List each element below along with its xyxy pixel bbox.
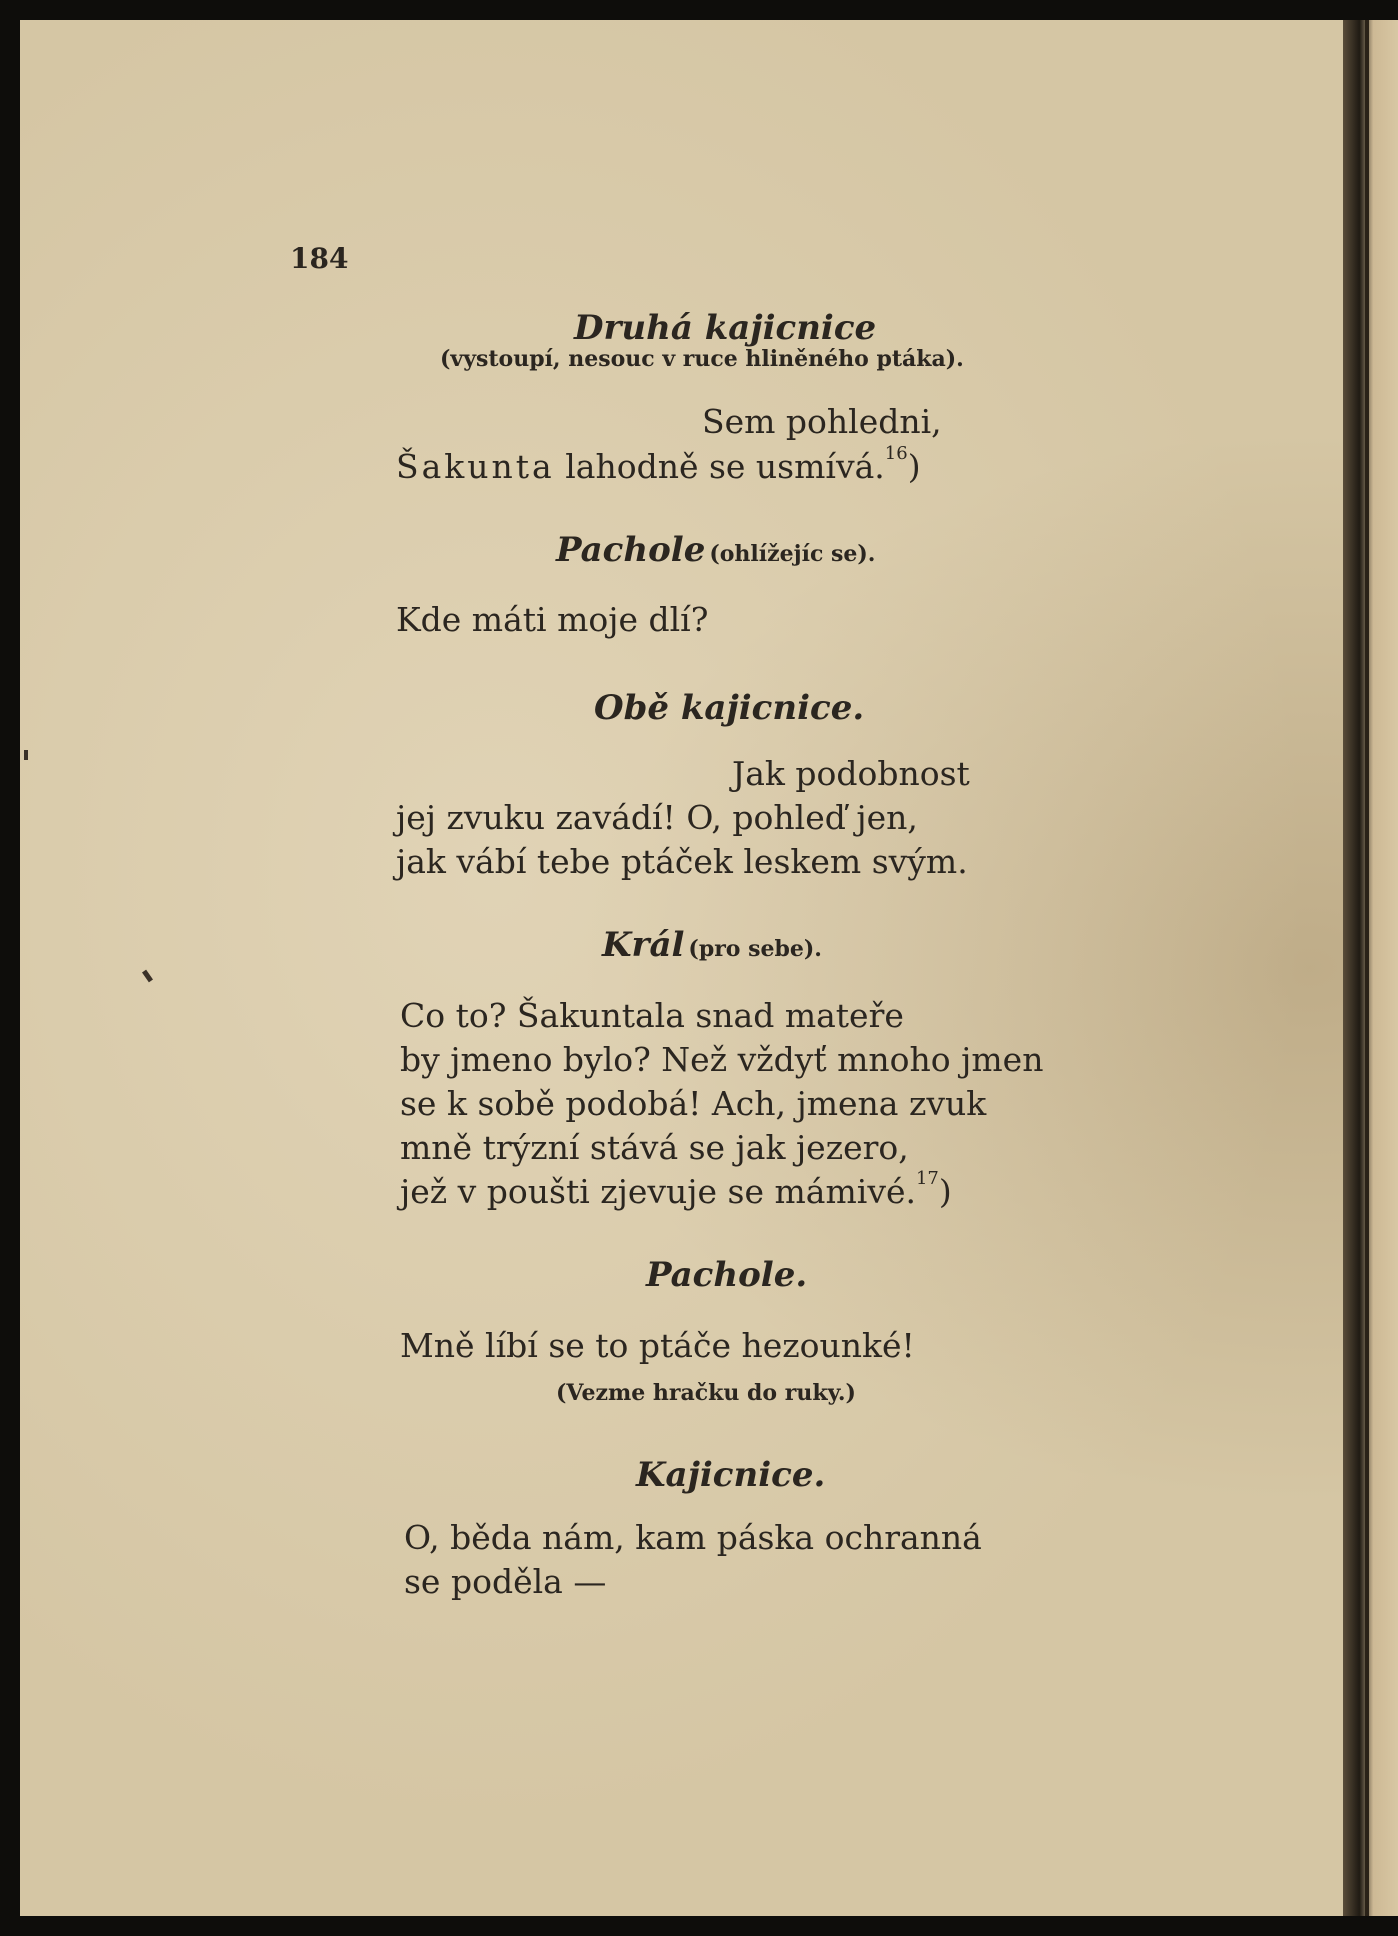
- speaker-name: Obě kajicnice.: [594, 688, 865, 728]
- verse-line: jej zvuku zavádí! O, pohleď jen,: [396, 798, 918, 837]
- speaker-name: Kajicnice.: [636, 1455, 826, 1495]
- speaker-name: Pachole: [556, 530, 706, 570]
- footnote-paren: ): [907, 447, 921, 486]
- speaker-pachole: [646, 1255, 807, 1295]
- verse-line: O, běda nám, kam páska ochranná: [404, 1518, 982, 1557]
- verse-line: [396, 443, 921, 486]
- verse-line: Co to? Šakuntala snad mateře: [400, 996, 904, 1035]
- page-number: 184: [290, 242, 349, 275]
- speaker-druha-kajicnice: [574, 308, 876, 348]
- verse-line: se poděla —: [404, 1562, 607, 1601]
- speaker-direction: (pro sebe).: [688, 936, 822, 962]
- stage-direction: (vystoupí, nesouc v ruce hliněného ptáka).: [440, 346, 964, 372]
- verse-line: mně trýzní stává se jak jezero,: [400, 1128, 909, 1167]
- verse-text: lahodně se usmívá.: [554, 447, 885, 486]
- footnote-ref: 17: [915, 1168, 939, 1189]
- page-gutter: [1343, 20, 1398, 1916]
- gutter-edge: [1365, 20, 1369, 1916]
- speaker-kral: [602, 925, 822, 965]
- book-page: [20, 20, 1378, 1916]
- speaker-pachole: [556, 530, 875, 570]
- speaker-direction: (ohlížejíc se).: [709, 541, 876, 567]
- speaker-name: Pachole.: [646, 1255, 808, 1295]
- verse-line: Jak podobnost: [732, 754, 970, 793]
- verse-line: Kde máti moje dlí?: [396, 600, 709, 639]
- verse-line: [400, 1168, 952, 1211]
- footnote-ref: 16: [884, 443, 908, 464]
- margin-mark: [24, 750, 28, 760]
- verse-text: jež v poušti zjevuje se mámivé.: [400, 1172, 916, 1211]
- verse-line: by jmeno bylo? Než vždyť mnoho jmen: [400, 1040, 1044, 1079]
- stage-direction: (Vezme hračku do ruky.): [556, 1380, 856, 1406]
- speaker-name: Král: [602, 925, 685, 965]
- verse-line: jak vábí tebe ptáček leskem svým.: [396, 842, 968, 881]
- verse-line: Sem pohledni,: [702, 402, 942, 441]
- speaker-obe-kajicnice: [594, 688, 864, 728]
- verse-word: Šakunta: [396, 447, 555, 486]
- footnote-paren: ): [938, 1172, 952, 1211]
- verse-line: Mně líbí se to ptáče hezounké!: [400, 1326, 915, 1365]
- speaker-kajicnice: [636, 1455, 825, 1495]
- speaker-name: Druhá kajicnice: [574, 308, 877, 348]
- verse-line: se k sobě podobá! Ach, jmena zvuk: [400, 1084, 987, 1123]
